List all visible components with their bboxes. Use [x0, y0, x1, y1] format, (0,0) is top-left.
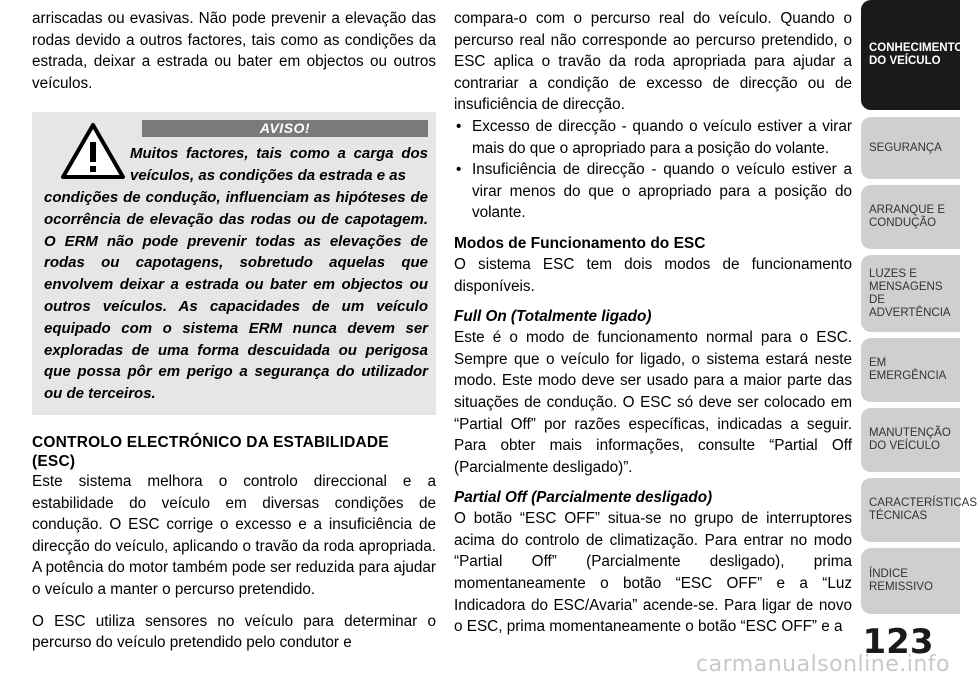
right-column: [454, 8, 852, 638]
full-on-paragraph: Este é o modo de funcionamento normal para o ESC. Sempre que o veículo for ligado, o sistema estará neste modo. Este modo deve ser usado para a maior parte das situações de condução. O ESC só deve ser colocado em “Partial Off” por razões específicas, indicadas a seguir. Para obter mais informações, consulte “Partial Off (Parcialmente desligado)”.: [454, 329, 852, 476]
tab-manutencao-do-veiculo[interactable]: MANUTENÇÃO DO VEÍCULO: [861, 408, 960, 472]
tab-conhecimento-do-veiculo[interactable]: CONHECIMENTO DO VEÍCULO: [861, 0, 960, 110]
modes-paragraph: O sistema ESC tem dois modos de funcionamento disponíveis.: [454, 255, 852, 295]
left-column: [32, 8, 436, 654]
tab-arranque-e-conducao[interactable]: ARRANQUE E CONDUÇÃO: [861, 185, 960, 249]
esc-section-heading: CONTROLO ELECTRÓNICO DA ESTABILIDADE (ESC): [32, 433, 389, 470]
warning-text-rest: condições de condução, influenciam as hipóteses de ocorrência de elevação das rodas ou de capotagem. O ERM não pode prevenir todas as elevações de rodas ou capotagens, sobretudo aquelas que envolvem deixar a estrada ou bater em objectos ou outros veículos. As capacidades de um veículo equipado com o sistema ERM nunca devem ser exploradas de uma forma descuidada ou perigosa que possa pôr em perigo a segurança do utilizador ou de terceiros.: [44, 188, 428, 403]
left-intro-paragraph: arriscadas ou evasivas. Não pode prevenir a elevação das rodas devido a outros factores, tais como as condições da estrada, deixar a estrada ou bater em objectos ou outros veículos.: [32, 10, 436, 92]
warning-heading: AVISO!: [142, 120, 428, 137]
tab-luzes-e-mensagens[interactable]: LUZES E MENSAGENS DE ADVERTÊNCIA: [861, 255, 960, 332]
page-number: 123: [862, 622, 934, 662]
watermark: carmanualsonline.info: [696, 652, 950, 677]
warning-box: [32, 112, 436, 415]
warning-text-first: Muitos factores, tais como a carga dos veículos, as condições da estrada e as: [130, 145, 428, 185]
warning-text: [44, 143, 428, 405]
full-on-heading: Full On (Totalmente ligado): [454, 308, 652, 326]
modes-heading: Modos de Funcionamento do ESC: [454, 234, 706, 252]
partial-off-paragraph: O botão “ESC OFF” situa-se no grupo de interruptores acima do controlo de climatização. Para entrar no modo “Partial Off” (Parcialmente desligado), prima momentaneamente o botão “ESC OFF” e a “Luz Indicadora do ESC/Avaria” acende-se. Para ligar de novo o ESC, prima momentaneamente o botão “ESC OFF” e a: [454, 510, 852, 636]
esc-paragraph-2: O ESC utiliza sensores no veículo para determinar o percurso do veículo pretendido pelo condutor e: [32, 612, 436, 652]
list-item: • Excesso de direcção - quando o veículo estiver a virar mais do que o apropriado para a posição do volante.: [454, 116, 852, 159]
tab-seguranca[interactable]: SEGURANÇA: [861, 117, 960, 179]
right-intro-paragraph: compara-o com o percurso real do veículo. Quando o percurso real não corresponde ao percurso pretendido, o ESC aplica o travão da roda apropriada para ajudar a contrariar a condição de excesso de direcção ou de insuficiência de direcção.: [454, 10, 852, 114]
steering-bullet-list: [454, 116, 852, 224]
esc-paragraph-1: Este sistema melhora o controlo direccional e a estabilidade do veículo em diversas condições de condução. O ESC corrige o excesso e a insuficiência de direcção do veículo, aplicando o travão da roda apropriada. A potência do motor também pode ser reduzida para ajudar o veículo a manter o percurso pretendido.: [32, 472, 436, 598]
tab-caracteristicas-tecnicas[interactable]: CARACTERÍSTICAS TÉCNICAS: [861, 478, 960, 542]
partial-off-heading: Partial Off (Parcialmente desligado): [454, 489, 713, 507]
warning-triangle-icon: [60, 122, 126, 180]
tab-em-emergencia[interactable]: EM EMERGÊNCIA: [861, 338, 960, 402]
list-item: • Insuficiência de direcção - quando o veículo estiver a virar menos do que o apropriado para a posição do volante.: [454, 159, 852, 224]
tab-indice-remissivo[interactable]: ÍNDICE REMISSIVO: [861, 548, 960, 614]
